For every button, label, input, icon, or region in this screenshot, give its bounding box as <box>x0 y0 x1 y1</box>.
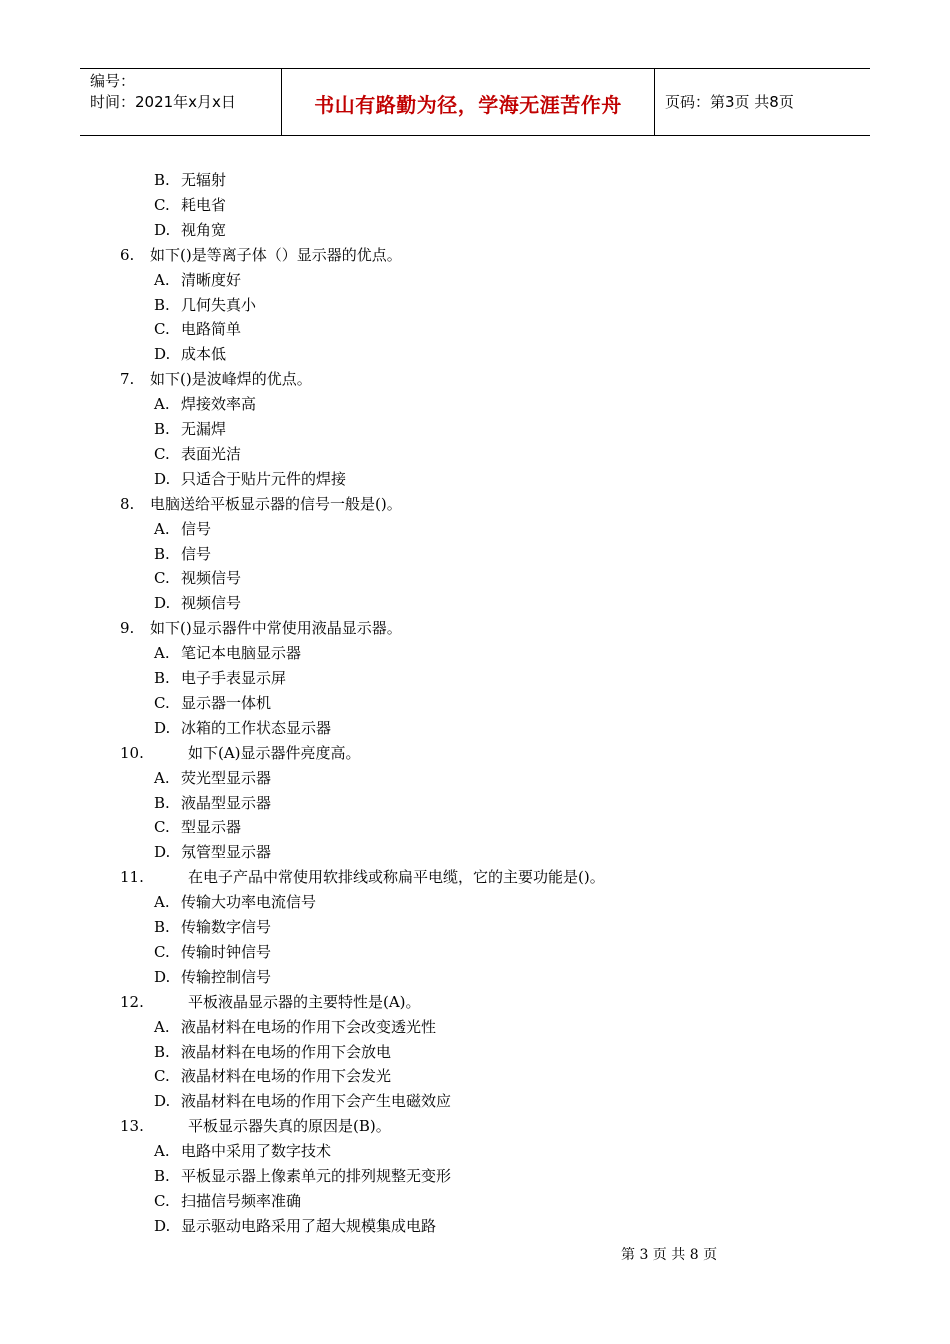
option-letter: B. <box>154 1042 170 1061</box>
option-letter: A. <box>154 644 170 663</box>
header-meta <box>90 71 280 113</box>
question-number: 6. <box>120 245 135 264</box>
option-letter: D. <box>154 345 171 364</box>
header-motto: 书山有路勤为径，学海无涯苦作舟 <box>314 92 622 117</box>
option-text: 荧光型显示器 <box>181 768 272 787</box>
answer-option <box>154 940 271 965</box>
question-text: 平板液晶显示器的主要特性是(A)。 <box>188 992 421 1011</box>
option-letter: C. <box>154 1067 170 1086</box>
document-number-label: 编号： <box>90 72 136 90</box>
question-stem <box>120 741 361 766</box>
answer-option <box>154 168 226 193</box>
answer-option <box>154 641 301 666</box>
answer-option <box>154 791 271 816</box>
answer-option <box>154 1139 331 1164</box>
option-text: 信号 <box>181 544 212 563</box>
option-letter: D. <box>154 967 171 986</box>
answer-option <box>154 1064 391 1089</box>
question-number: 10. <box>120 743 144 762</box>
answer-option <box>154 417 226 442</box>
option-letter: A. <box>154 768 170 787</box>
option-text: 笔记本电脑显示器 <box>181 644 302 663</box>
answer-option <box>154 342 226 367</box>
option-text: 电子手表显示屏 <box>181 669 287 687</box>
answer-option <box>154 467 346 492</box>
answer-option <box>154 517 211 542</box>
option-text: 液晶材料在电场的作用下会改变透光性 <box>181 1017 437 1036</box>
answer-option <box>154 317 241 342</box>
answer-option <box>154 392 256 417</box>
question-number: 7. <box>120 370 135 389</box>
option-text: 成本低 <box>181 345 227 364</box>
option-text: 型显示器 <box>181 818 242 837</box>
option-letter: C. <box>154 569 170 588</box>
question-text: 在电子产品中常使用软排线或称扁平电缆，它的主要功能是()。 <box>188 868 605 887</box>
option-text: 液晶材料在电场的作用下会产生电磁效应 <box>181 1092 452 1111</box>
option-text: 视频信号 <box>181 569 242 588</box>
option-text: 显示器一体机 <box>181 693 272 712</box>
option-letter: C. <box>154 818 170 837</box>
question-number: 12. <box>120 992 144 1011</box>
question-number: 8. <box>120 494 135 513</box>
question-text: 电脑送给平板显示器的信号一般是()。 <box>150 494 402 513</box>
option-text: 扫描信号频率准确 <box>181 1191 302 1210</box>
option-text: 电路简单 <box>181 320 242 339</box>
option-text: 液晶型显示器 <box>181 793 272 812</box>
question-stem <box>120 492 402 517</box>
question-stem <box>120 1114 391 1139</box>
option-text: 清晰度好 <box>181 270 242 289</box>
option-letter: B. <box>154 544 170 563</box>
option-text: 传输数字信号 <box>181 918 272 936</box>
option-text: 冰箱的工作状态显示器 <box>181 718 332 737</box>
question-text: 如下()显示器件中常使用液晶显示器。 <box>150 619 402 638</box>
page-footer: 第 3 页 共 8 页 <box>621 1247 718 1263</box>
option-text: 传输大功率电流信号 <box>181 893 317 912</box>
option-text: 液晶材料在电场的作用下会发光 <box>181 1067 392 1086</box>
option-text: 耗电省 <box>181 195 227 214</box>
question-stem <box>120 616 402 641</box>
option-letter: B. <box>154 918 170 936</box>
answer-option <box>154 591 241 616</box>
answer-option <box>154 766 271 791</box>
answer-option <box>154 716 331 741</box>
option-letter: C. <box>154 444 170 463</box>
answer-option <box>154 566 241 591</box>
option-text: 传输时钟信号 <box>181 942 272 961</box>
option-letter: A. <box>154 519 170 538</box>
option-letter: B. <box>154 171 170 189</box>
option-letter: A. <box>154 395 170 414</box>
answer-option <box>154 442 241 467</box>
option-letter: A. <box>154 1017 170 1036</box>
answer-option <box>154 1164 451 1189</box>
question-text: 如下()是等离子体（）显示器的优点。 <box>150 245 402 264</box>
option-letter: D. <box>154 220 171 239</box>
option-letter: D. <box>154 1216 171 1235</box>
question-stem <box>120 243 402 268</box>
option-text: 视频信号 <box>181 594 242 613</box>
answer-option <box>154 268 241 293</box>
answer-option <box>154 691 271 716</box>
question-text: 如下()是波峰焊的优点。 <box>150 370 312 389</box>
option-letter: B. <box>154 793 170 812</box>
answer-option <box>154 1214 436 1239</box>
question-stem <box>120 865 605 890</box>
option-text: 无漏焊 <box>181 420 227 438</box>
option-letter: D. <box>154 1092 171 1111</box>
option-letter: D. <box>154 469 171 488</box>
option-letter: C. <box>154 693 170 712</box>
option-letter: B. <box>154 669 170 687</box>
answer-option <box>154 840 271 865</box>
document-header <box>80 68 870 136</box>
option-text: 表面光洁 <box>181 444 242 463</box>
option-letter: B. <box>154 295 170 314</box>
option-letter: A. <box>154 270 170 289</box>
question-stem <box>120 990 421 1015</box>
answer-option <box>154 666 286 691</box>
answer-option <box>154 1015 436 1040</box>
option-letter: C. <box>154 320 170 339</box>
option-text: 电路中采用了数字技术 <box>181 1142 332 1161</box>
option-letter: D. <box>154 718 171 737</box>
option-text: 传输控制信号 <box>181 967 272 986</box>
option-text: 氖管型显示器 <box>181 843 272 862</box>
answer-option <box>154 193 226 218</box>
option-text: 只适合于贴片元件的焊接 <box>181 469 347 488</box>
option-letter: C. <box>154 942 170 961</box>
option-letter: A. <box>154 1142 170 1161</box>
answer-option <box>154 815 241 840</box>
answer-option <box>154 890 316 915</box>
option-text: 焊接效率高 <box>181 395 257 414</box>
answer-option <box>154 915 271 940</box>
option-letter: B. <box>154 1167 170 1185</box>
option-letter: C. <box>154 195 170 214</box>
question-text: 如下(A)显示器件亮度高。 <box>188 743 361 762</box>
answer-option <box>154 1089 451 1114</box>
question-number: 11. <box>120 868 144 887</box>
answer-option <box>154 1189 301 1214</box>
answer-option <box>154 542 211 567</box>
option-letter: D. <box>154 843 171 862</box>
option-letter: A. <box>154 893 170 912</box>
answer-option <box>154 218 226 243</box>
question-stem <box>120 367 312 392</box>
option-letter: B. <box>154 420 170 438</box>
option-text: 无辐射 <box>181 171 227 189</box>
answer-option <box>154 1040 391 1065</box>
option-text: 几何失真小 <box>181 295 257 314</box>
option-text: 液晶材料在电场的作用下会放电 <box>181 1042 392 1061</box>
option-text: 信号 <box>181 519 212 538</box>
question-text: 平板显示器失真的原因是(B)。 <box>188 1117 391 1136</box>
option-text: 视角宽 <box>181 220 227 239</box>
answer-option <box>154 293 256 318</box>
header-page-label: 页码：第3页 共8页 <box>665 93 794 111</box>
option-text: 平板显示器上像素单元的排列规整无变形 <box>181 1167 452 1185</box>
question-number: 13. <box>120 1117 144 1136</box>
option-text: 显示驱动电路采用了超大规模集成电路 <box>181 1216 437 1235</box>
option-letter: C. <box>154 1191 170 1210</box>
question-number: 9. <box>120 619 135 638</box>
answer-option <box>154 965 271 990</box>
document-date-label: 时间：2021年x月x日 <box>90 93 236 111</box>
option-letter: D. <box>154 594 171 613</box>
header-divider <box>654 69 655 135</box>
